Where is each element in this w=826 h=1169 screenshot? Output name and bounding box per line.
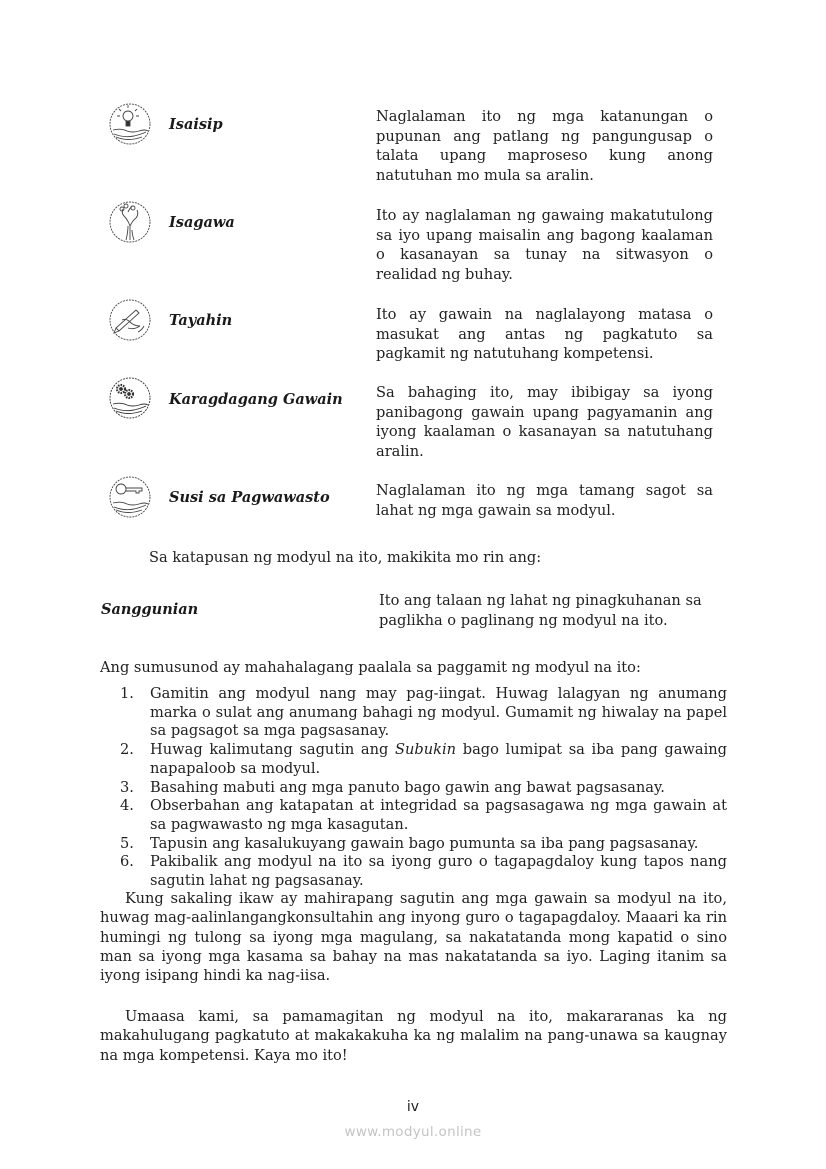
item-number: 5. <box>120 834 134 852</box>
gears-hand-icon <box>108 376 152 420</box>
section-description: Naglalaman ito ng mga katanungan o pupunan ang patlang ng pangungusap o talata upang maproseso kung anong natutuhan mo mula sa aralin. <box>376 108 713 184</box>
item-text-after: bago lumipat sa iba pang gawaing napapaloob sa modyul. <box>150 741 727 777</box>
section-description: Sa bahaging ito, may ibibigay sa iyong panibagong gawain upang pagyamanin ang iyong kaalaman o kasanayan sa natutuhang aralin. <box>376 384 713 460</box>
watermark-link[interactable]: www.modyul.online <box>344 1124 482 1140</box>
reminders-list <box>120 685 727 891</box>
item-text: Basahing mabuti ang mga panuto bago gawin ang bawat pagsasanay. <box>150 778 665 796</box>
pen-writing-icon <box>108 298 152 342</box>
item-text: Gamitin ang modyul nang may pag-iingat. Huwag lalagyan ng anumang marka o sulat ang anumang bahagi ng modyul. Gumamit ng hiwalay na papel sa pagsagot sa mga pagsasanay. <box>150 685 727 740</box>
reminder-item <box>120 741 727 778</box>
item-italic: Subukin <box>395 741 457 759</box>
key-hand-icon <box>108 475 152 519</box>
end-intro-text: Sa katapusan ng modyul na ito, makikita mo rin ang: <box>149 549 542 566</box>
item-number: 1. <box>120 685 134 702</box>
section-isagawa <box>108 198 714 288</box>
section-isaisip <box>108 100 714 190</box>
section-description: Ito ay naglalaman ng gawaing makatutulong sa iyo upang maisalin ang bagong kaalaman o kasanayan sa tunay na sitwasyon o realidad ng buhay. <box>376 207 713 283</box>
item-number: 6. <box>120 853 134 871</box>
reminder-item <box>120 779 727 798</box>
reminder-item <box>120 685 727 741</box>
help-paragraph: Kung sakaling ikaw ay mahirapang sagutin ang mga gawain sa modyul na ito, huwag mag-aalinlangangkonsultahin ang inyong guro o tagapagdaloy. Maaari ka rin humingi ng tulong sa iyong mga magulang, sa nakatatanda mong kapatid o sino man sa iyong mga kasama sa bahay na mas nakatatanda sa iyo. Laging itanim sa iyong isipang hindi ka nag-iisa. <box>100 890 727 985</box>
section-description: Naglalaman ito ng mga tamang sagot sa lahat ng mga gawain sa modyul. <box>376 482 713 519</box>
section-title: Tayahin <box>169 312 233 329</box>
section-description: Ito ay gawain na naglalayong matasa o masukat ang antas ng pagkatuto sa pagkamit ng natutuhang kompetensi. <box>376 306 713 363</box>
reminders-lead: Ang sumusunod ay mahahalagang paalala sa paggamit ng modyul na ito: <box>100 659 641 676</box>
sanggunian-title: Sanggunian <box>101 601 199 618</box>
page-number: iv <box>406 1099 420 1115</box>
item-text: Huwag kalimutang sagutin ang <box>150 741 396 759</box>
item-text: Pakibalik ang modyul na ito sa iyong guro o tagapagdaloy kung tapos nang sagutin lahat ng pagsasanay. <box>150 853 727 890</box>
plant-hand-icon <box>108 200 152 244</box>
section-susi-sa-pagwawasto <box>108 474 714 529</box>
reminder-item <box>120 835 727 854</box>
sanggunian-description: Ito ang talaan ng lahat ng pinagkuhanan sa paglikha o paglinang ng modyul na ito. <box>379 592 702 629</box>
lightbulb-hand-icon <box>108 102 152 146</box>
section-title: Karagdagang Gawain <box>169 391 343 408</box>
section-title: Susi sa Pagwawasto <box>169 489 330 506</box>
section-title: Isagawa <box>169 214 235 231</box>
closing-paragraph: Umaasa kami, sa pamamagitan ng modyul na ito, makararanas ka ng makahulugang pagkatuto at makakakuha ka ng malalim na pang-unawa sa kaugnay na mga kompetensi. Kaya mo ito! <box>100 1008 727 1064</box>
item-number: 3. <box>120 778 134 796</box>
item-text: Tapusin ang kasalukuyang gawain bago pumunta sa iba pang pagsasanay. <box>150 834 699 852</box>
reminder-item <box>120 797 727 834</box>
item-number: 2. <box>120 741 134 759</box>
section-karagdagang-gawain <box>108 376 714 466</box>
item-text: Obserbahan ang katapatan at integridad sa pagsasagawa ng mga gawain at sa pagwawasto ng mga kasagutan. <box>150 797 727 833</box>
section-tayahin <box>108 297 714 367</box>
item-number: 4. <box>120 797 134 815</box>
section-title: Isaisip <box>169 116 223 133</box>
reminder-item <box>120 853 727 890</box>
